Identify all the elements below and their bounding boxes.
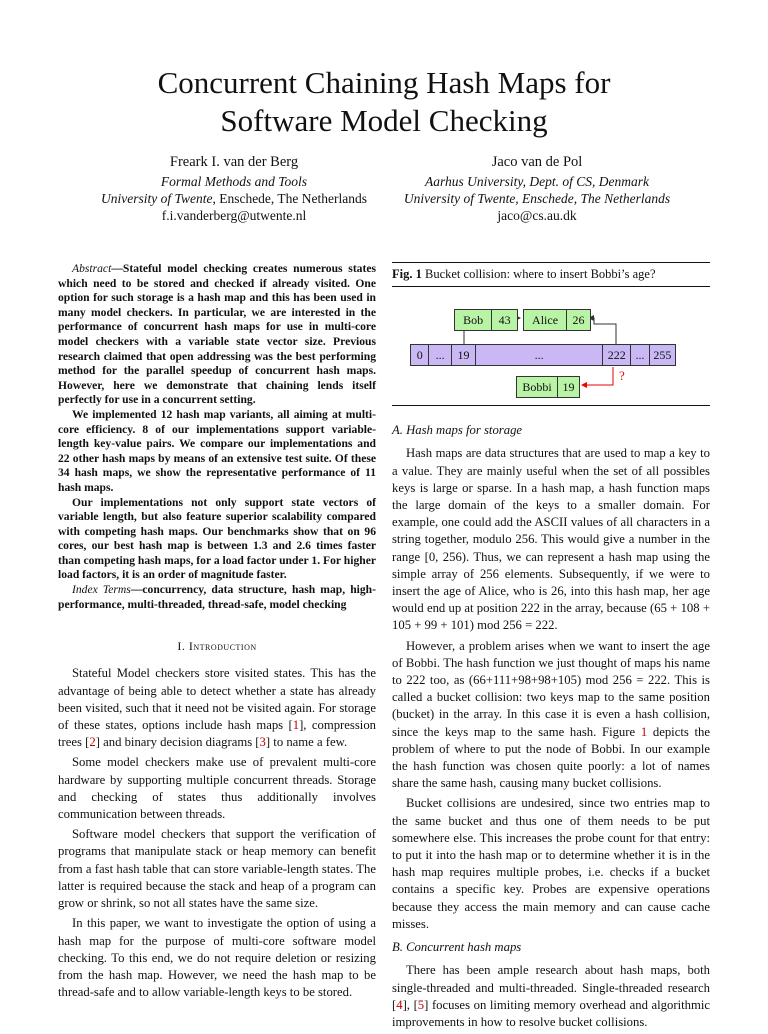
- text-run: ] focuses on limiting memory overhead and algorithmic improvements in how to resolve bucket collisions.: [392, 997, 710, 1029]
- figure-caption-text: Bucket collision: where to insert Bobbi’s age?: [421, 267, 656, 281]
- text-run: ], compression trees [: [58, 718, 377, 750]
- text-run: There has been ample research about hash maps, both single-threaded and multi-threaded. Single-threaded research [: [392, 963, 710, 1012]
- author-affiliation: Formal Methods and Tools: [160, 174, 308, 189]
- text-run: depicts the problem of where to put the node of Bobbi. In our example the hash function was chosen quite poorly: a lot of names share the same hash, causing many bucket collisions.: [392, 724, 710, 791]
- node-value: 19: [562, 379, 575, 394]
- section-number: I.: [177, 639, 189, 654]
- author-name: Jaco van de Pol: [491, 154, 583, 170]
- section-a-paragraph-2: [392, 638, 710, 793]
- text-run: ], [: [402, 997, 418, 1012]
- author-university: University of Twente: [100, 191, 213, 206]
- text-run: ] to name a few.: [265, 735, 348, 750]
- node-key: Alice: [524, 310, 567, 330]
- section-heading-a: A. Hash maps for storage: [392, 423, 523, 438]
- author-block-1: [69, 154, 399, 224]
- section-heading-b: B. Concurrent hash maps: [392, 940, 522, 955]
- node-bob: [454, 309, 518, 331]
- node-value: 26: [572, 312, 585, 327]
- bucket-cell: ...: [631, 345, 649, 365]
- author-location: , Enschede, The Netherlands: [212, 191, 368, 206]
- bucket-cell: ...: [476, 345, 603, 365]
- citation-link[interactable]: 1: [292, 718, 300, 733]
- author-name: Freark I. van der Berg: [169, 154, 299, 170]
- citation-link[interactable]: 2: [89, 735, 96, 750]
- title-line-1: Concurrent Chaining Hash Maps for: [157, 65, 611, 100]
- bucket-cell: 19: [452, 345, 476, 365]
- section-b-paragraph-1: [392, 962, 710, 1031]
- author-block-2: [372, 154, 702, 224]
- abstract-paragraph-3: Our implementations not only support state vectors of variable length, but also feature superior scalability compared with competing hash maps. Our benchmarks show that on 96 cores, our best hash map is between 1.3 and 2.6 times faster than competing hash maps, for a load factor under 1. For higher load factors, it is an order of magnitude faster.: [58, 495, 376, 582]
- bucket-cell: 222: [603, 345, 631, 365]
- intro-paragraph-3: Software model checkers that support the verification of programs that manipulate stack or heap memory can benefit from a fast hash table that can store variable-length states. The latter is required because the stack and heap of a program can grow or shrink, so not all states have the same size.: [58, 827, 376, 911]
- node-key: Bob: [455, 310, 492, 330]
- intro-paragraph-2: Some model checkers make use of prevalent multi-core hardware by supporting multiple concurrent threads. Storage and checking of states thus additionally involves communication between threads.: [58, 755, 376, 822]
- title-line-2: Software Model Checking: [220, 103, 548, 138]
- citation-link[interactable]: 3: [259, 735, 266, 750]
- abstract-text: —Stateful model checking creates numerous states which need to be stored and checked if already visited. One option for such storage is a hash map and this has been used in many model checkers. In particular, we are interested in the performance of concurrent hash maps for use in multi-core model checkers with a variable state vector size. Previous research claimed that open addressing was the best performing method for the parallel speedup of concurrent hash maps. However, here we demonstrate that chaining lends itself perfectly for use in a concurrent setting.: [58, 262, 376, 407]
- author-university: University of Twente, Enschede, The Netherlands: [403, 191, 671, 206]
- abstract-paragraph-2: We implemented 12 hash map variants, all aiming at multi-core efficiency. 8 of our implementations support variable-length key-value pairs. We compare our implementations and 22 other hash maps by means of an extensive test suite. Of these 34 hash maps, we show the representative performance of 11 hash maps.: [58, 407, 376, 494]
- index-terms-text: —concurrency, data structure, hash map, high-performance, multi-threaded, thread-safe, model checking: [58, 583, 376, 611]
- node-key: Bobbi: [517, 377, 558, 397]
- text-run: However, a problem arises when we want to insert the age of Bobbi. The hash function we just thought of maps his name to 222 too, as (66+111+98+98+105) mod 256 = 222. This is called a bucket collision: two keys map to the same position (bucket) in the array. In this case it is even a hash collision, since the keys map to the same hash. Figure: [392, 638, 710, 739]
- text-run: Stateful Model checkers store visited states. This has the advantage of being able to detect whether a state has already been visited, such that it need not be visited again. For storage of these states, options include hash maps [: [58, 666, 376, 733]
- bucket-cell: 255: [653, 347, 672, 362]
- bucket-cell: 0: [411, 345, 429, 365]
- figure-1-diagram: [392, 287, 710, 406]
- node-alice: [523, 309, 591, 331]
- node-value: 43: [498, 312, 511, 327]
- intro-paragraph-4: In this paper, we want to investigate the option of using a hash map for the purpose of multi-core software model checking. To this end, we do not require deletion or resizing from the hash map. However, we need the hash map to be thread-safe and to allow variable-length keys to be stored.: [58, 916, 376, 1000]
- index-terms: [58, 583, 376, 612]
- bucket-array: [410, 344, 676, 366]
- text-run: ] and binary decision diagrams [: [95, 735, 260, 750]
- paper-title: [0, 64, 768, 140]
- abstract-label: Abstract: [72, 262, 112, 275]
- abstract: [58, 262, 376, 612]
- citation-link[interactable]: 5: [417, 997, 425, 1012]
- intro-paragraph-1: [58, 665, 376, 751]
- author-email[interactable]: f.i.vanderberg@utwente.nl: [161, 208, 307, 223]
- arrow-222-to-bobbi: [582, 367, 613, 385]
- right-column: [392, 262, 710, 1034]
- author-email[interactable]: jaco@cs.au.dk: [497, 208, 577, 223]
- left-column: [58, 262, 376, 1004]
- section-title-text: Introduction: [188, 639, 257, 654]
- figure-link[interactable]: 1: [640, 724, 648, 739]
- section-a-paragraph-1: Hash maps are data structures that are used to map a key to a value. They are mainly useful when the set of all possibles keys is large or sparse. In a hash map, a hash function maps the large domain of the keys to a smaller domain. For example, one could add the ASCII values of all characters in a string together, modulo 256. This would give a number in the range [0, 256). Thus, we can represent a hash map using the simple array of 256 elements. Subsequently, if we were to insert the age of Alice, who is 26, into this hash map, her age would end up at position 222 in the array, because (65 + 108 + 105 + 99 + 101) mod 256 = 222.: [392, 446, 710, 633]
- bucket-cell: ...: [429, 345, 451, 365]
- arrow-222-to-alice: [589, 318, 616, 344]
- citation-link[interactable]: 4: [396, 997, 403, 1012]
- section-a-paragraph-3: Bucket collisions are undesired, since two entries map to the same bucket and thus one of them needs to be put somewhere else. This increases the probe count for that entry: to put it into the hash map or to determine whether it is in the hash map requires multiple probes, i.e. checks if a bucket contains a specific key. Probes are expensive operations because they access the main memory and can cause cache misses.: [392, 796, 710, 931]
- abstract-paragraph-1: [58, 262, 376, 408]
- index-terms-label: Index Terms: [72, 583, 131, 597]
- node-bobbi: [516, 376, 580, 398]
- figure-label: Fig. 1: [392, 267, 422, 281]
- author-affiliation: Aarhus University, Dept. of CS, Denmark: [425, 174, 649, 189]
- section-heading-introduction: [58, 638, 376, 655]
- figure-caption: [392, 262, 710, 287]
- question-mark: ?: [619, 368, 625, 384]
